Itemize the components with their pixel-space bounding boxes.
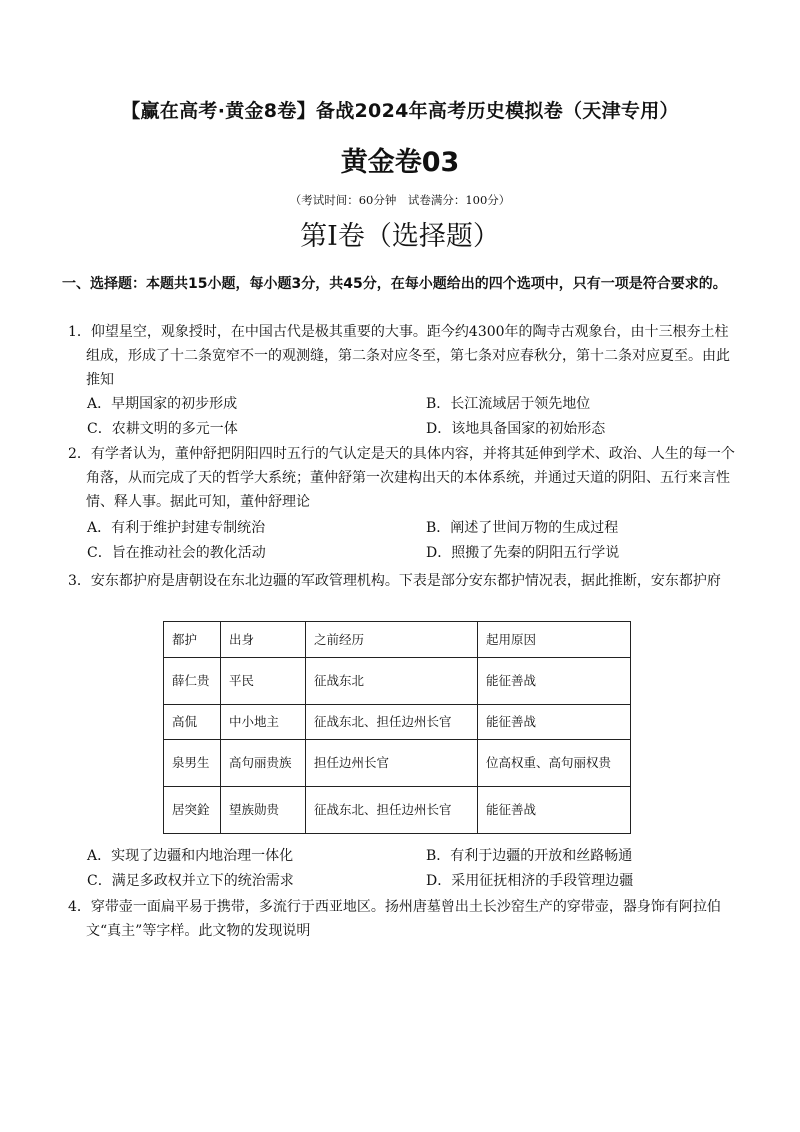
table-cell: 能征善战 bbox=[478, 658, 631, 705]
question-stem: 3．安东都护府是唐朝设在东北边疆的军政管理机构。下表是部分安东都护情况表，据此推断，安东都护府 bbox=[68, 573, 721, 589]
question-2 bbox=[62, 442, 742, 514]
table-row bbox=[164, 787, 631, 834]
duhu-info-table bbox=[163, 621, 631, 834]
option-a[interactable]: A．早期国家的初步形成 bbox=[87, 396, 238, 412]
question-stem: 4．穿带壶一面扁平易于携带，多流行于西亚地区。扬州唐墓曾出土长沙窑生产的穿带壶，器身饰有阿拉伯文“真主”等字样。此文物的发现说明 bbox=[68, 899, 721, 939]
question-4 bbox=[62, 895, 742, 943]
table-cell: 平民 bbox=[221, 658, 306, 705]
table-cell: 能征善战 bbox=[478, 787, 631, 834]
option-c[interactable]: C．旨在推动社会的教化活动 bbox=[87, 545, 266, 561]
option-d[interactable]: D．采用征抚相济的手段管理边疆 bbox=[426, 873, 634, 889]
table-cell: 征战东北 bbox=[306, 658, 478, 705]
question-1 bbox=[62, 320, 742, 392]
section-title: 第I卷（选择题） bbox=[300, 221, 500, 252]
option-a[interactable]: A．有利于维护封建专制统治 bbox=[87, 520, 266, 536]
table-cell: 征战东北、担任边州长官 bbox=[306, 787, 478, 834]
option-d[interactable]: D．照搬了先秦的阴阳五行学说 bbox=[426, 545, 620, 561]
instructions: 一、选择题：本题共15小题，每小题3分，共45分，在每小题给出的四个选项中，只有一项是符合要求的。 bbox=[62, 276, 727, 292]
option-b[interactable]: B．长江流域居于领先地位 bbox=[426, 396, 591, 412]
exam-info: （考试时间：60分钟 试卷满分：100分） bbox=[289, 193, 511, 207]
option-a[interactable]: A．实现了边疆和内地治理一体化 bbox=[87, 848, 294, 864]
paper-title: 黄金卷03 bbox=[340, 147, 460, 178]
table-cell: 薛仁贵 bbox=[164, 658, 221, 705]
table-row bbox=[164, 705, 631, 740]
table-cell: 泉男生 bbox=[164, 740, 221, 787]
table-header-cell: 之前经历 bbox=[306, 622, 478, 658]
question-stem: 1．仰望星空，观象授时，在中国古代是极其重要的大事。距今约4300年的陶寺古观象台，由十三根夯土柱组成，形成了十二条宽窄不一的观测缝，第二条对应冬至，第七条对应春秋分，第十二条对应夏至。由此推知 bbox=[68, 324, 730, 388]
question-stem: 2．有学者认为，董仲舒把阴阳四时五行的气认定是天的具体内容，并将其延伸到学术、政治、人生的每一个角落，从而完成了天的哲学大系统；董仲舒第一次建构出天的本体系统，并通过天道的阴阳、五行来言性情、释人事。据此可知，董仲舒理论 bbox=[68, 446, 735, 510]
table-header-cell: 都护 bbox=[164, 622, 221, 658]
table-cell: 高侃 bbox=[164, 705, 221, 740]
option-c[interactable]: C．满足多政权并立下的统治需求 bbox=[87, 873, 294, 889]
option-d[interactable]: D．该地具备国家的初始形态 bbox=[426, 421, 606, 437]
table-cell: 中小地主 bbox=[221, 705, 306, 740]
table-row bbox=[164, 740, 631, 787]
table-cell: 望族勋贵 bbox=[221, 787, 306, 834]
table-cell: 居突銓 bbox=[164, 787, 221, 834]
option-c[interactable]: C．农耕文明的多元一体 bbox=[87, 421, 238, 437]
table-cell: 高句丽贵族 bbox=[221, 740, 306, 787]
series-title: 【赢在高考·黄金8卷】备战2024年高考历史模拟卷（天津专用） bbox=[121, 100, 679, 122]
option-b[interactable]: B．阐述了世间万物的生成过程 bbox=[426, 520, 619, 536]
table-cell: 担任边州长官 bbox=[306, 740, 478, 787]
option-b[interactable]: B．有利于边疆的开放和丝路畅通 bbox=[426, 848, 633, 864]
table-header-cell: 出身 bbox=[221, 622, 306, 658]
question-3 bbox=[62, 569, 742, 593]
table-row bbox=[164, 658, 631, 705]
table-cell: 位高权重、高句丽权贵 bbox=[478, 740, 631, 787]
table-header-row bbox=[164, 622, 631, 658]
table-cell: 征战东北、担任边州长官 bbox=[306, 705, 478, 740]
table-header-cell: 起用原因 bbox=[478, 622, 631, 658]
table-cell: 能征善战 bbox=[478, 705, 631, 740]
